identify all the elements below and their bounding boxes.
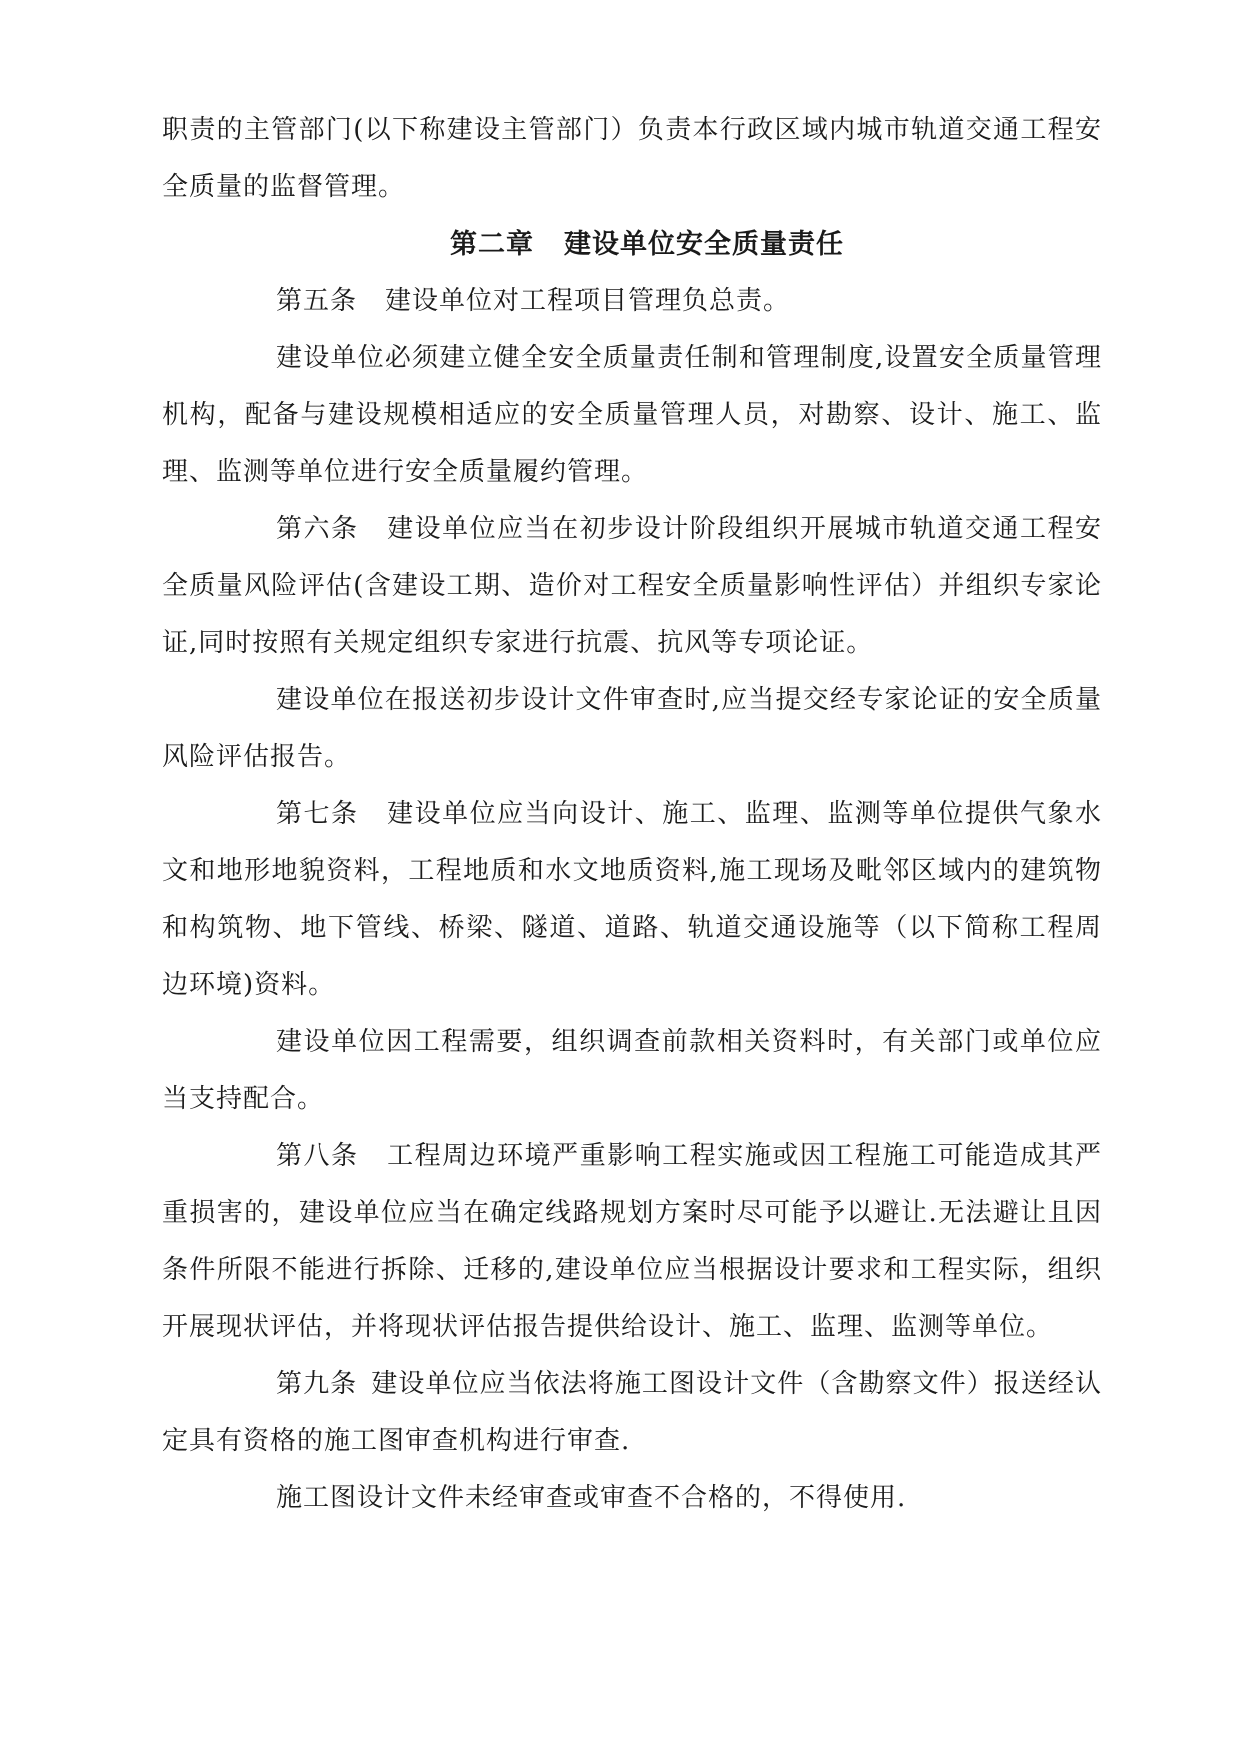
- article-text: 建设单位应当向设计、施工、监理、监测等单位提供气象水文和地形地貌资料，工程地质和水文地质资料,施工现场及毗邻区域内的建筑物和构筑物、地下管线、桥梁、隧道、道路、轨道交通设施等（以下简称工程周边环境)资料。: [162, 799, 1102, 1000]
- article-number: 第八条: [276, 1141, 359, 1171]
- paragraph-continuation: 职责的主管部门(以下称建设主管部门）负责本行政区域内城市轨道交通工程安全质量的监督管理。: [162, 115, 1102, 202]
- article-6: [162, 501, 1102, 672]
- article-number: 第九条: [276, 1369, 358, 1399]
- article-text: 建设单位应当依法将施工图设计文件（含勘察文件）报送经认定具有资格的施工图审查机构进行审查.: [162, 1369, 1102, 1456]
- article-8: [162, 1128, 1102, 1356]
- article-text: 建设单位应当在初步设计阶段组织开展城市轨道交通工程安全质量风险评估(含建设工期、造价对工程安全质量影响性评估）并组织专家论证,同时按照有关规定组织专家进行抗震、抗风等专项论证。: [162, 514, 1102, 658]
- article-9: [162, 1356, 1102, 1470]
- paragraph: 建设单位必须建立健全安全质量责任制和管理制度,设置安全质量管理机构，配备与建设规模相适应的安全质量管理人员，对勘察、设计、施工、监理、监测等单位进行安全质量履约管理。: [162, 343, 1102, 487]
- paragraph: 建设单位因工程需要，组织调查前款相关资料时，有关部门或单位应当支持配合。: [162, 1027, 1102, 1114]
- article-7: [162, 786, 1102, 1014]
- article-text: 工程周边环境严重影响工程实施或因工程施工可能造成其严重损害的，建设单位应当在确定线路规划方案时尽可能予以避让.无法避让且因条件所限不能进行拆除、迁移的,建设单位应当根据设计要求和工程实际，组织开展现状评估，并将现状评估报告提供给设计、施工、监理、监测等单位。: [162, 1141, 1102, 1342]
- article-text: 建设单位对工程项目管理负总责。: [385, 286, 791, 316]
- article-number: 第五条: [276, 286, 358, 316]
- article-5: [162, 273, 1102, 330]
- document-body: [162, 102, 1102, 1527]
- paragraph: 施工图设计文件未经审查或审查不合格的，不得使用.: [276, 1483, 907, 1513]
- chapter-heading: [162, 216, 1102, 273]
- paragraph: 建设单位在报送初步设计文件审查时,应当提交经专家论证的安全质量风险评估报告。: [162, 685, 1102, 772]
- article-number: 第七条: [276, 799, 359, 829]
- chapter-title: 建设单位安全质量责任: [564, 229, 844, 260]
- article-number: 第六条: [276, 514, 359, 544]
- chapter-number: 第二章: [450, 229, 534, 260]
